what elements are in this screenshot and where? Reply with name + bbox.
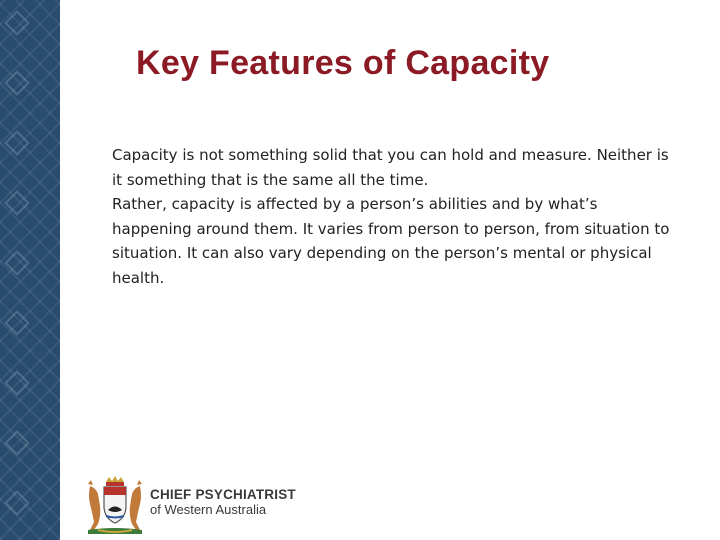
logo-title: CHIEF PSYCHIATRIST [150, 487, 296, 502]
logo-subtitle: of Western Australia [150, 502, 267, 517]
body-paragraph: Capacity is not something solid that you can hold and measure. Neither is it something that is the same all the time. [112, 146, 669, 189]
diamond-motif [4, 310, 29, 335]
diamond-motif [4, 250, 29, 275]
diamond-motif [4, 10, 29, 35]
diamond-motif [4, 70, 29, 95]
diamond-motif [4, 190, 29, 215]
diamond-motif [4, 370, 29, 395]
slide-body [112, 143, 672, 290]
chief-psychiatrist-logo [84, 476, 344, 536]
slide-title: Key Features of Capacity [136, 44, 550, 82]
diamond-motif [4, 430, 29, 455]
diamond-motif [4, 130, 29, 155]
diamond-motif [4, 490, 29, 515]
body-paragraph: Rather, capacity is affected by a person’s abilities and by what’s happening around them. It varies from person to person, from situation to situation. It can also vary depending on the person’s mental or physical health. [112, 195, 670, 287]
decorative-side-band [0, 0, 60, 540]
coat-of-arms-icon [84, 476, 146, 536]
